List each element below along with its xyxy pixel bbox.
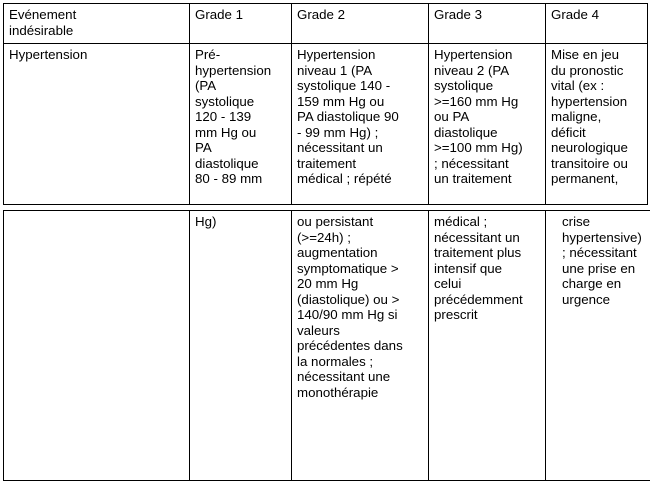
cell-text-line: symptomatique >	[297, 260, 399, 276]
cell-text-line: diastolique	[434, 124, 498, 140]
cell-text-line: la normales ;	[297, 353, 374, 369]
cell-text-line: ; nécessitant	[434, 155, 509, 171]
header-adverse-event	[4, 4, 190, 44]
cell-text-line: neurologique	[551, 140, 628, 155]
cell-text-line: celui	[434, 276, 462, 291]
cell-text-line: prescrit	[434, 307, 478, 322]
cell-text-line: crise	[562, 214, 591, 229]
cell-text-line: ; nécessitant	[562, 245, 637, 260]
cell-text-line: (PA	[195, 78, 217, 93]
cell-text-line: précédentes dans	[297, 338, 403, 353]
cell-text-line: hypertension	[195, 62, 272, 78]
header-adverse-event-line-2: indésirable	[9, 22, 74, 38]
cell-text-line: traitement plus	[434, 245, 522, 260]
cell-text-line: intensif que	[434, 260, 503, 276]
cell-text-line: 140/90 mm Hg si	[297, 307, 398, 322]
header-grade-3: Grade 3	[429, 4, 546, 44]
cell-text-line: nécessitant une	[297, 369, 391, 384]
table-row-hypertension-continued	[4, 211, 650, 481]
cell-text-line: 120 - 139	[195, 109, 252, 124]
cell-text-line: - 99 mm Hg) ;	[297, 124, 379, 140]
cell-text-line: niveau 1 (PA	[297, 62, 373, 78]
cell-text-line: 159 mm Hg ou	[297, 93, 385, 109]
cell-text-line: 80 - 89 mm	[195, 171, 263, 186]
cell-text-line: monothérapie	[297, 384, 379, 400]
cell-text-line: Mise en jeu	[551, 47, 619, 62]
cell-text-line: Hg)	[195, 214, 217, 229]
cell-text-line: transitoire ou	[551, 155, 628, 171]
cell-text-line: >=100 mm Hg)	[434, 140, 523, 155]
adverse-event-table-part-1	[3, 3, 648, 205]
cell-text-line: vital (ex :	[551, 78, 605, 93]
cell-text-line: déficit	[551, 124, 586, 140]
cell-text-line: Hypertension	[434, 47, 513, 62]
cell-text-line: précédemment	[434, 291, 523, 307]
cell-text-line: Pré-	[195, 47, 221, 62]
header-adverse-event-line-1: Evénement	[9, 7, 77, 22]
table-row-hypertension	[4, 44, 648, 205]
cell-text-line: charge en	[562, 276, 622, 291]
cell-text-line: systolique	[434, 78, 494, 93]
table-header-row	[4, 4, 648, 44]
adverse-event-table-part-2	[3, 210, 650, 481]
cell-text-line: hypertension	[551, 93, 628, 109]
cell-text-line: du pronostic	[551, 62, 624, 78]
cell-text-line: traitement	[297, 155, 357, 171]
header-grade-4: Grade 4	[546, 4, 648, 44]
cell-text-line: mm Hg ou	[195, 124, 257, 140]
cell-text-line: systolique 140 -	[297, 78, 391, 93]
cell-text-line: urgence	[562, 291, 611, 307]
cell-text-line: valeurs	[297, 322, 340, 338]
cell-text-line: 20 mm Hg	[297, 276, 359, 291]
cell-grade-4-continued	[546, 211, 650, 481]
cell-text-line: hypertensive)	[562, 229, 642, 245]
cell-text-line: Hypertension	[297, 47, 376, 62]
header-grade-2: Grade 2	[292, 4, 429, 44]
cell-grade-4	[546, 44, 648, 205]
cell-text-line: médical ; répété	[297, 171, 392, 186]
cell-event-label-continued	[4, 211, 190, 481]
cell-grade-3-continued	[429, 211, 546, 481]
cell-grade-2-continued	[292, 211, 429, 481]
cell-event-label: Hypertension	[4, 44, 190, 205]
cell-text-line: ou persistant	[297, 214, 374, 229]
cell-text-line: permanent,	[551, 171, 619, 186]
cell-grade-1-continued	[190, 211, 292, 481]
cell-grade-2	[292, 44, 429, 205]
cell-grade-3	[429, 44, 546, 205]
cell-text-line: nécessitant un	[297, 140, 383, 155]
cell-text-line: nécessitant un	[434, 229, 520, 245]
cell-text-line: diastolique	[195, 155, 259, 171]
cell-text-line: un traitement	[434, 171, 512, 186]
cell-grade-1	[190, 44, 292, 205]
header-grade-1: Grade 1	[190, 4, 292, 44]
cell-text-line: PA diastolique 90	[297, 109, 399, 124]
cell-text-line: (>=24h) ;	[297, 229, 351, 245]
cell-text-line: ou PA	[434, 109, 470, 124]
cell-text-line: augmentation	[297, 245, 378, 260]
cell-text-line: niveau 2 (PA	[434, 62, 510, 78]
cell-text-line: une prise en	[562, 260, 636, 276]
cell-text-line: médical ;	[434, 214, 488, 229]
cell-text-line: (diastolique) ou >	[297, 291, 400, 307]
cell-text-line: maligne,	[551, 109, 602, 124]
cell-text-line: PA	[195, 140, 212, 155]
cell-text-line: >=160 mm Hg	[434, 93, 519, 109]
cell-text-line: systolique	[195, 93, 255, 109]
